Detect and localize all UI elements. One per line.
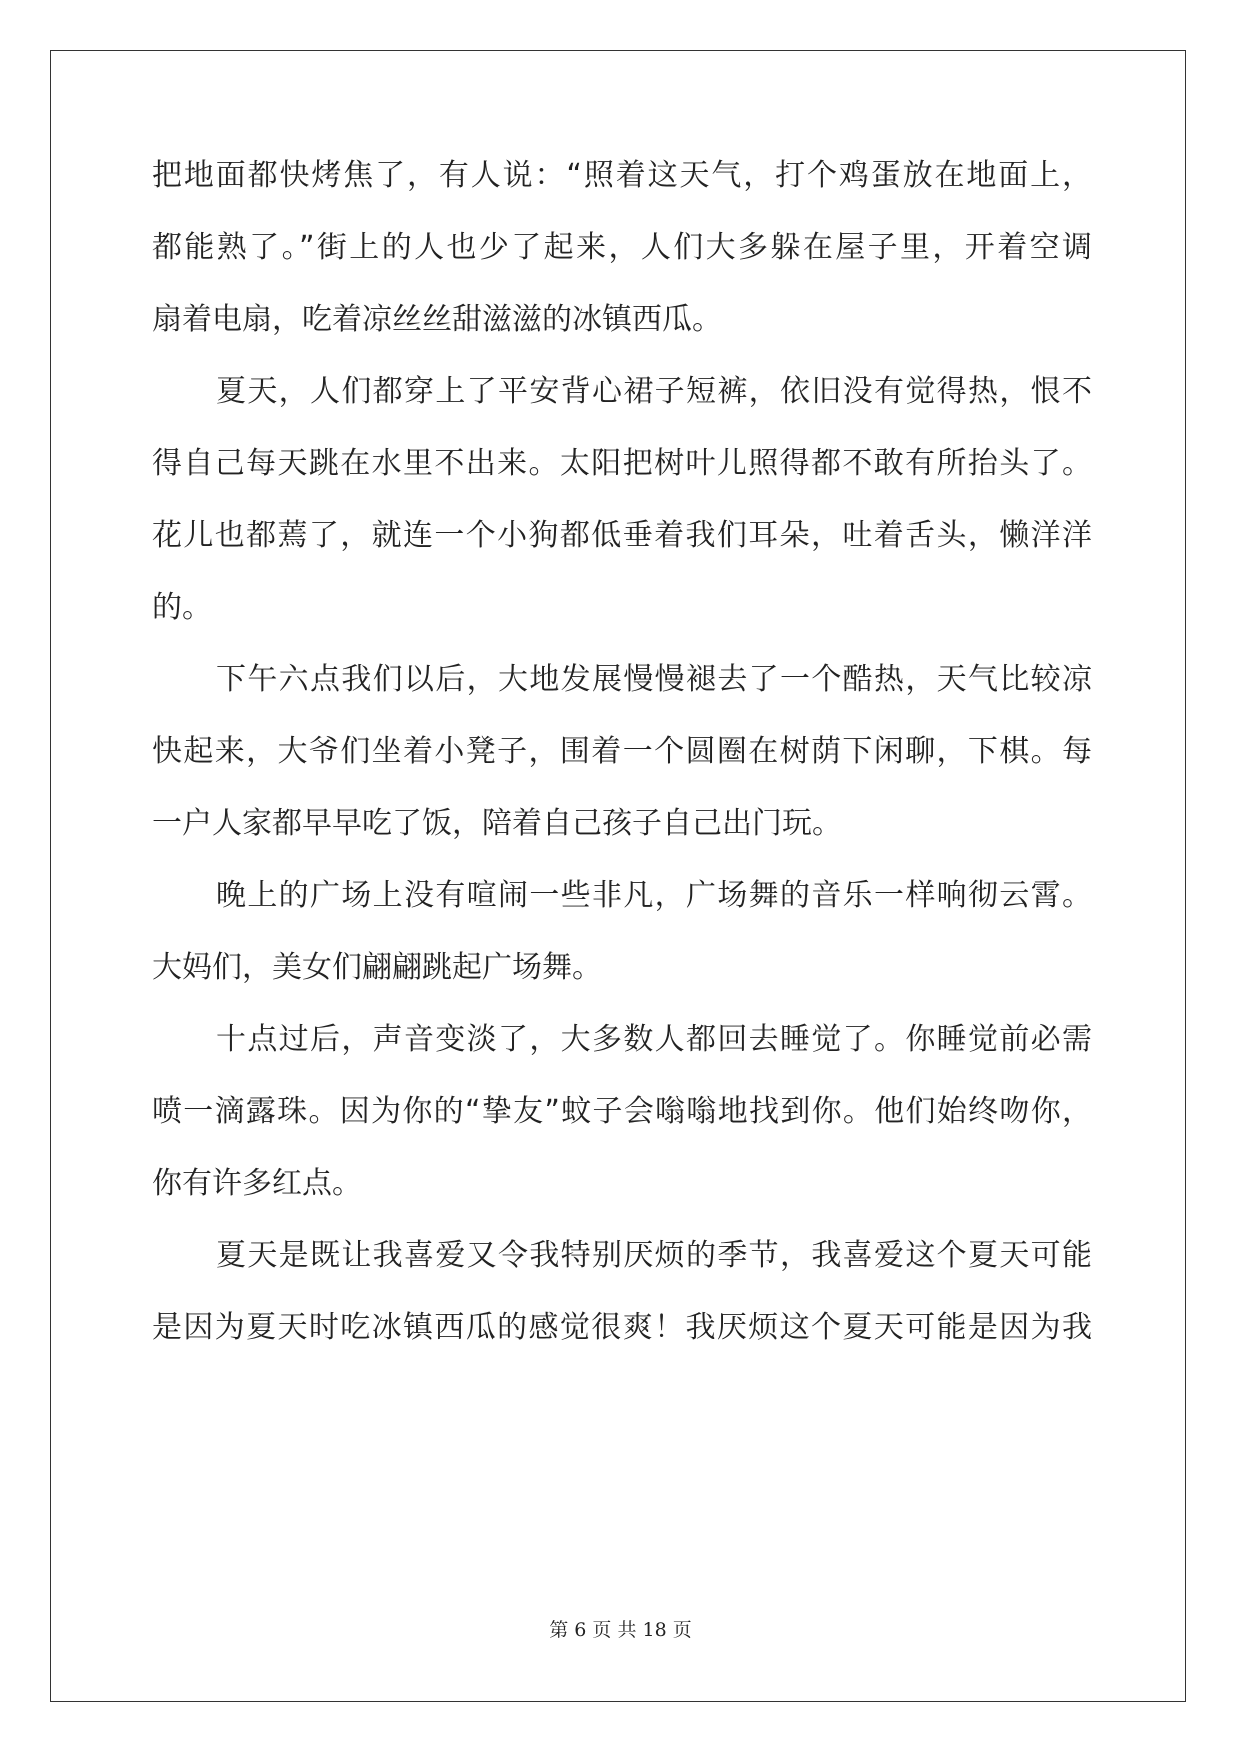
text-line: 是因为夏天时吃冰镇西瓜的感觉很爽！我厌烦这个夏天可能是因为我	[152, 1310, 1092, 1345]
text-line: 都能熟了。”街上的人也少了起来，人们大多躲在屋子里，开着空调	[152, 230, 1092, 265]
text-line: 把地面都快烤焦了，有人说：“照着这天气，打个鸡蛋放在地面上，	[152, 158, 1092, 193]
text-line: 得自己每天跳在水里不出来。太阳把树叶儿照得都不敢有所抬头了。	[152, 446, 1092, 481]
page-border	[50, 50, 1186, 1702]
text-line: 一户人家都早早吃了饭，陪着自己孩子自己出门玩。	[152, 806, 842, 841]
text-line: 喷一滴露珠。因为你的“挚友”蚊子会嗡嗡地找到你。他们始终吻你，	[152, 1094, 1092, 1129]
text-line: 快起来，大爷们坐着小凳子，围着一个圆圈在树荫下闲聊，下棋。每	[152, 734, 1092, 769]
text-line: 晚上的广场上没有喧闹一些非凡，广场舞的音乐一样响彻云霄。	[216, 878, 1092, 913]
text-line: 十点过后，声音变淡了，大多数人都回去睡觉了。你睡觉前必需	[216, 1022, 1092, 1057]
text-line: 大妈们，美女们翩翩跳起广场舞。	[152, 950, 602, 985]
text-line: 的。	[152, 590, 212, 625]
text-line: 扇着电扇，吃着凉丝丝甜滋滋的冰镇西瓜。	[152, 302, 722, 337]
text-line: 花儿也都蔫了，就连一个小狗都低垂着我们耳朵，吐着舌头，懒洋洋	[152, 518, 1092, 553]
text-line: 夏天是既让我喜爱又令我特别厌烦的季节，我喜爱这个夏天可能	[216, 1238, 1092, 1273]
page-number-footer: 第 6 页 共 18 页	[549, 1619, 692, 1641]
text-line: 夏天，人们都穿上了平安背心裙子短裤，依旧没有觉得热，恨不	[216, 374, 1092, 409]
text-line: 下午六点我们以后，大地发展慢慢褪去了一个酷热，天气比较凉	[216, 662, 1092, 697]
text-line: 你有许多红点。	[152, 1166, 362, 1201]
